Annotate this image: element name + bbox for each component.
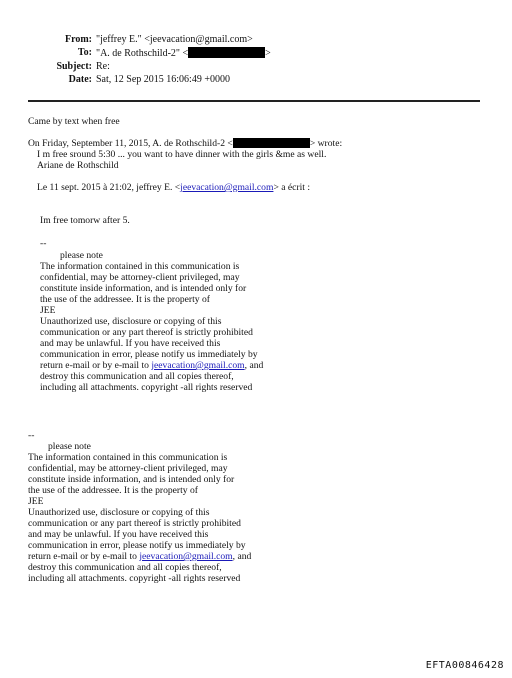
outer-disclaimer-line: including all attachments. copyright -all rights reserved xyxy=(28,573,241,584)
inner-separator: -- xyxy=(40,238,47,249)
inner-disclaimer-line: communication in error, please notify us immediately by xyxy=(40,349,258,360)
to-value xyxy=(96,47,271,60)
email-link[interactable]: jeevacation@gmail.com xyxy=(151,360,245,371)
outer-disclaimer-line: confidential, may be attorney-client privileged, may xyxy=(28,463,228,474)
from-label: From: xyxy=(64,34,92,45)
redaction-box xyxy=(233,138,310,148)
reply-text: Came by text when free xyxy=(28,116,120,127)
quote2-intro xyxy=(37,182,310,193)
outer-disclaimer-title: please note xyxy=(48,441,91,452)
outer-link-end: , and xyxy=(232,551,252,562)
quote2-text: Im free tomorw after 5. xyxy=(40,215,130,226)
inner-disclaimer-line: JEE xyxy=(40,305,56,316)
to-label: To: xyxy=(77,47,92,58)
outer-link-start: return e-mail or by e-mail to xyxy=(28,551,140,562)
inner-link-start: return e-mail or by e-mail to xyxy=(40,360,152,371)
subject-label: Subject: xyxy=(56,61,92,72)
outer-disclaimer-link-line xyxy=(28,551,251,562)
bates-number: EFTA00846428 xyxy=(425,660,504,671)
subject-value: Re: xyxy=(96,61,110,72)
inner-disclaimer-line: and may be unlawful. If you have received this xyxy=(40,338,221,349)
outer-disclaimer-line: JEE xyxy=(28,496,44,507)
inner-disclaimer-link-line xyxy=(40,360,263,371)
outer-disclaimer-line: communication or any part thereof is strictly prohibited xyxy=(28,518,241,529)
outer-disclaimer-line: Unauthorized use, disclosure or copying of this xyxy=(28,507,210,518)
inner-disclaimer-line: destroy this communication and all copies thereof, xyxy=(40,371,234,382)
inner-disclaimer-line: The information contained in this communication is xyxy=(40,261,240,272)
redaction-box xyxy=(188,47,265,58)
quote1-intro-end: > wrote: xyxy=(309,138,343,149)
outer-disclaimer-line: destroy this communication and all copies thereof, xyxy=(28,562,222,573)
outer-separator: -- xyxy=(28,430,35,441)
inner-link-end: , and xyxy=(244,360,264,371)
inner-disclaimer-line: including all attachments. copyright -all rights reserved xyxy=(40,382,253,393)
from-value: "jeffrey E." <jeevacation@gmail.com> xyxy=(96,34,253,45)
outer-disclaimer-line: communication in error, please notify us immediately by xyxy=(28,540,246,551)
inner-disclaimer-line: Unauthorized use, disclosure or copying of this xyxy=(40,316,222,327)
date-label: Date: xyxy=(68,74,92,85)
date-value: Sat, 12 Sep 2015 16:06:49 +0000 xyxy=(96,74,230,85)
quote1-intro xyxy=(28,138,342,149)
inner-disclaimer-title: please note xyxy=(60,250,103,261)
to-value-text: "A. de Rothschild-2" < xyxy=(96,48,189,59)
header-divider xyxy=(28,100,480,102)
quote1-intro-start: On Friday, September 11, 2015, A. de Rothschild-2 < xyxy=(28,138,233,149)
inner-disclaimer-line: communication or any part thereof is strictly prohibited xyxy=(40,327,253,338)
inner-disclaimer-line: constitute inside information, and is intended only for xyxy=(40,283,247,294)
quote2-intro-start: Le 11 sept. 2015 à 21:02, jeffrey E. < xyxy=(37,182,181,193)
to-value-end: > xyxy=(265,48,271,59)
quote1-signature: Ariane de Rothschild xyxy=(37,160,119,171)
inner-disclaimer-line: the use of the addressee. It is the property of xyxy=(40,294,210,305)
inner-disclaimer-line: confidential, may be attorney-client privileged, may xyxy=(40,272,240,283)
email-link[interactable]: jeevacation@gmail.com xyxy=(139,551,233,562)
email-link[interactable]: jeevacation@gmail.com xyxy=(180,182,274,193)
outer-disclaimer-line: the use of the addressee. It is the property of xyxy=(28,485,198,496)
outer-disclaimer-line: and may be unlawful. If you have received this xyxy=(28,529,209,540)
outer-disclaimer-line: constitute inside information, and is intended only for xyxy=(28,474,235,485)
quote1-line: I m free sround 5:30 ... you want to have dinner with the girls &me as well. xyxy=(37,149,327,160)
outer-disclaimer-line: The information contained in this communication is xyxy=(28,452,228,463)
quote2-intro-end: > a écrit : xyxy=(273,182,311,193)
